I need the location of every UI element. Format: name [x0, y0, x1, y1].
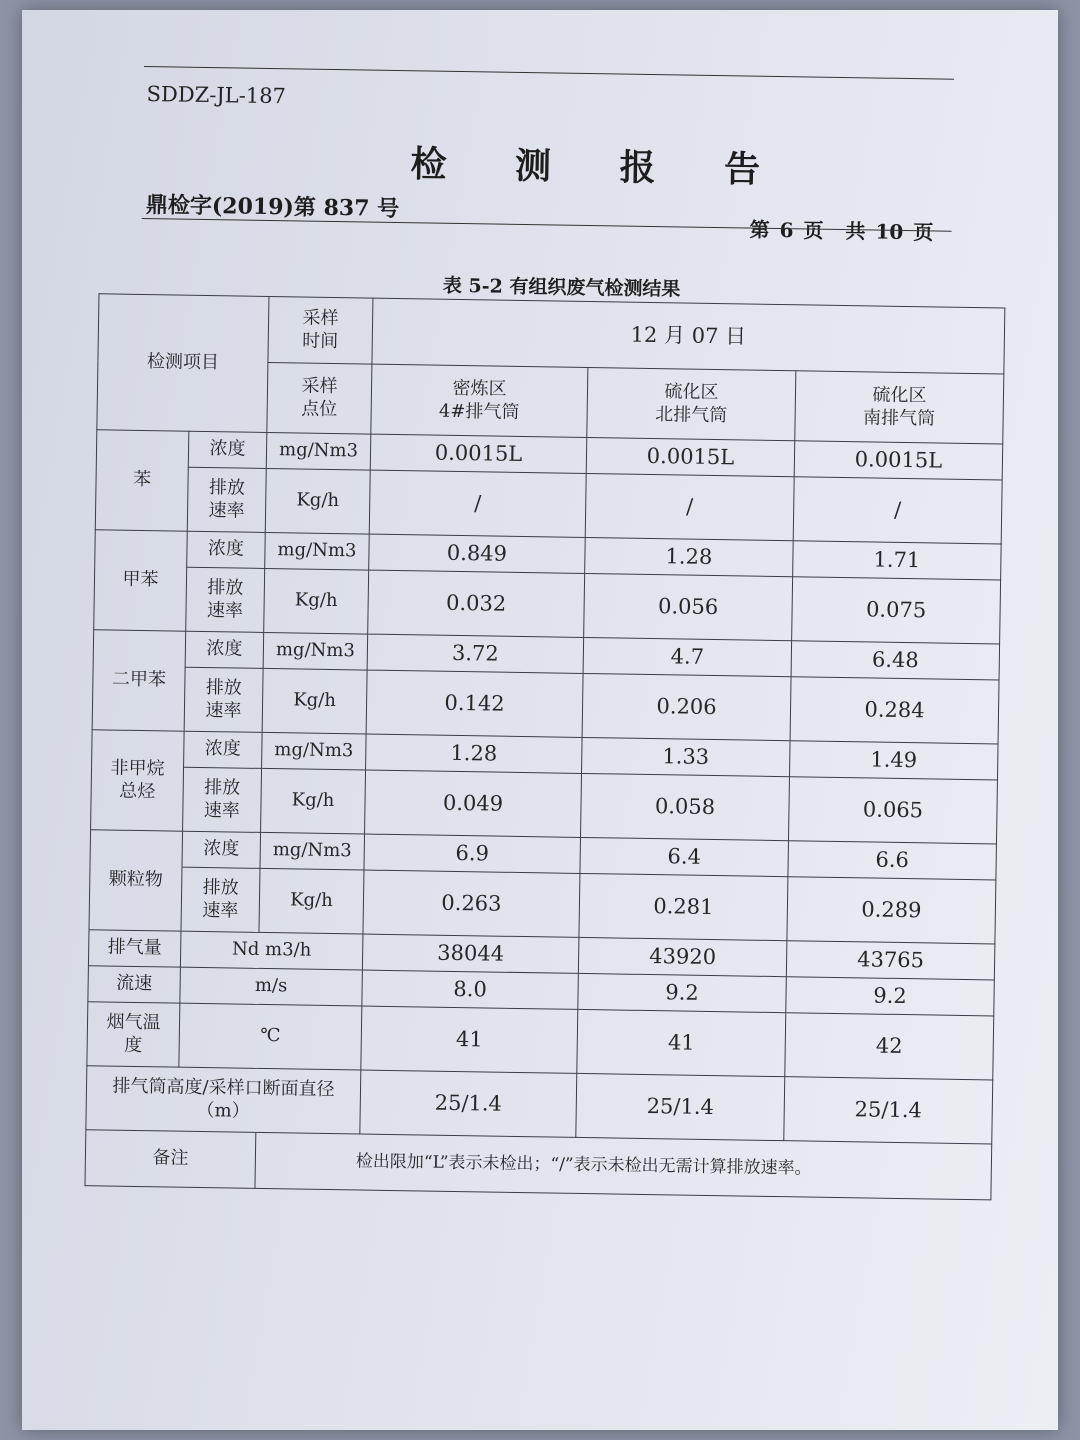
value-cell: 41: [577, 1009, 786, 1076]
page-total-prefix: 共: [845, 219, 866, 244]
rate-unit: Kg/h: [259, 868, 364, 934]
rate-label: 排放 速率: [187, 467, 266, 532]
value-cell: 6.9: [364, 834, 581, 873]
value-cell: 41: [361, 1006, 578, 1073]
value-cell: 9.2: [786, 977, 995, 1016]
results-table: [84, 293, 1005, 1200]
value-cell: 42: [785, 1013, 994, 1080]
value-cell: 0.0015L: [586, 437, 795, 476]
rate-unit: Kg/h: [264, 568, 369, 634]
rate-label: 排放 速率: [183, 767, 262, 832]
temperature-label: 烟气温 度: [87, 1002, 180, 1067]
document-code: SDDZ-JL-187: [146, 82, 287, 109]
conc-label: 浓度: [185, 631, 264, 668]
value-cell: 1.33: [582, 737, 791, 776]
conc-unit: mg/Nm3: [265, 532, 370, 570]
rate-unit: Kg/h: [262, 668, 367, 734]
pollutant-name: 非甲烷 总烃: [91, 730, 185, 831]
pollutant-name: 颗粒物: [89, 830, 183, 931]
sampling-date: 12 月 07 日: [372, 298, 1005, 374]
item-header: 检测项目: [97, 294, 269, 433]
value-cell: 1.49: [789, 741, 998, 780]
exhaust-unit: Nd m3/h: [180, 931, 363, 970]
rate-label: 排放 速率: [181, 867, 260, 932]
value-cell: 0.058: [581, 773, 790, 840]
pollutant-name: 甲苯: [94, 530, 188, 631]
conc-unit: mg/Nm3: [266, 432, 371, 470]
rate-unit: Kg/h: [265, 468, 370, 534]
value-cell: 0.263: [363, 870, 580, 937]
temperature-unit: ℃: [179, 1003, 362, 1070]
value-cell: 0.056: [584, 573, 793, 640]
value-cell: 9.2: [578, 973, 787, 1012]
value-cell: 0.049: [365, 770, 582, 837]
rate-label: 排放 速率: [186, 567, 265, 632]
point-header-3: 硫化区 南排气筒: [795, 371, 1004, 444]
pollutant-name: 苯: [95, 430, 189, 531]
value-cell: 43920: [578, 937, 787, 976]
report-title: 检 测 报 告: [410, 143, 789, 192]
table-caption: 表 5-2 有组织废气检测结果: [442, 274, 681, 301]
page-mid: 页: [803, 218, 824, 243]
conc-label: 浓度: [187, 531, 266, 568]
report-page: [22, 10, 1058, 1430]
conc-label: 浓度: [188, 431, 267, 468]
value-cell: 0.075: [792, 577, 1001, 644]
report-sheet: [22, 10, 1058, 1430]
stack-label: 排气筒高度/采样口断面直径 （m）: [86, 1066, 361, 1134]
sampling-time-label: 采样 时间: [268, 296, 373, 364]
value-cell: 8.0: [362, 970, 579, 1009]
conc-unit: mg/Nm3: [262, 732, 367, 770]
point-header-2: 硫化区 北排气筒: [587, 367, 796, 440]
header-rule: [144, 66, 954, 80]
conc-label: 浓度: [184, 731, 263, 768]
value-cell: 0.142: [366, 670, 583, 737]
page-total: 10: [875, 219, 904, 244]
point-header-1: 密炼区 4#排气筒: [371, 364, 588, 437]
value-cell: 0.284: [790, 677, 999, 744]
value-cell: 38044: [362, 934, 579, 973]
value-cell: 6.48: [791, 641, 1000, 680]
value-cell: 25/1.4: [360, 1070, 577, 1137]
conc-unit: mg/Nm3: [260, 832, 365, 870]
value-cell: 25/1.4: [576, 1073, 785, 1140]
value-cell: 43765: [786, 941, 995, 980]
remark-text: 检出限加“L”表示未检出；“/”表示未检出无需计算排放速率。: [255, 1132, 992, 1200]
value-cell: 1.28: [585, 537, 794, 576]
value-cell: 0.281: [579, 873, 788, 940]
value-cell: 0.065: [788, 777, 997, 844]
page-prefix: 第: [749, 217, 770, 242]
rate-label: 排放 速率: [184, 667, 263, 732]
pollutant-name: 二甲苯: [92, 630, 186, 731]
exhaust-label: 排气量: [88, 930, 181, 967]
velocity-label: 流速: [88, 966, 181, 1003]
value-cell: 3.72: [367, 634, 584, 673]
value-cell: 4.7: [583, 637, 792, 676]
rate-unit: Kg/h: [261, 768, 366, 834]
value-cell: 0.206: [582, 673, 791, 740]
value-cell: 1.71: [793, 541, 1002, 580]
document-number: 鼎检字(2019)第 837 号: [145, 192, 400, 223]
value-cell: 6.6: [788, 841, 997, 880]
value-cell: 0.0015L: [370, 434, 587, 473]
value-cell: 25/1.4: [784, 1077, 993, 1144]
sampling-point-label: 采样 点位: [267, 362, 372, 434]
header-row-time: [98, 294, 1005, 374]
value-cell: /: [793, 477, 1002, 544]
value-cell: 0.0015L: [794, 441, 1003, 480]
value-cell: 0.849: [369, 534, 586, 573]
value-cell: /: [369, 470, 586, 537]
remark-label: 备注: [85, 1130, 256, 1189]
velocity-unit: m/s: [180, 967, 363, 1006]
value-cell: 6.4: [580, 837, 789, 876]
page-suffix: 页: [913, 220, 934, 245]
value-cell: 1.28: [366, 734, 583, 773]
conc-unit: mg/Nm3: [263, 632, 368, 670]
conc-label: 浓度: [182, 831, 261, 868]
value-cell: /: [585, 473, 794, 540]
value-cell: 0.289: [787, 877, 996, 944]
value-cell: 0.032: [368, 570, 585, 637]
page-current: 6: [779, 217, 794, 243]
